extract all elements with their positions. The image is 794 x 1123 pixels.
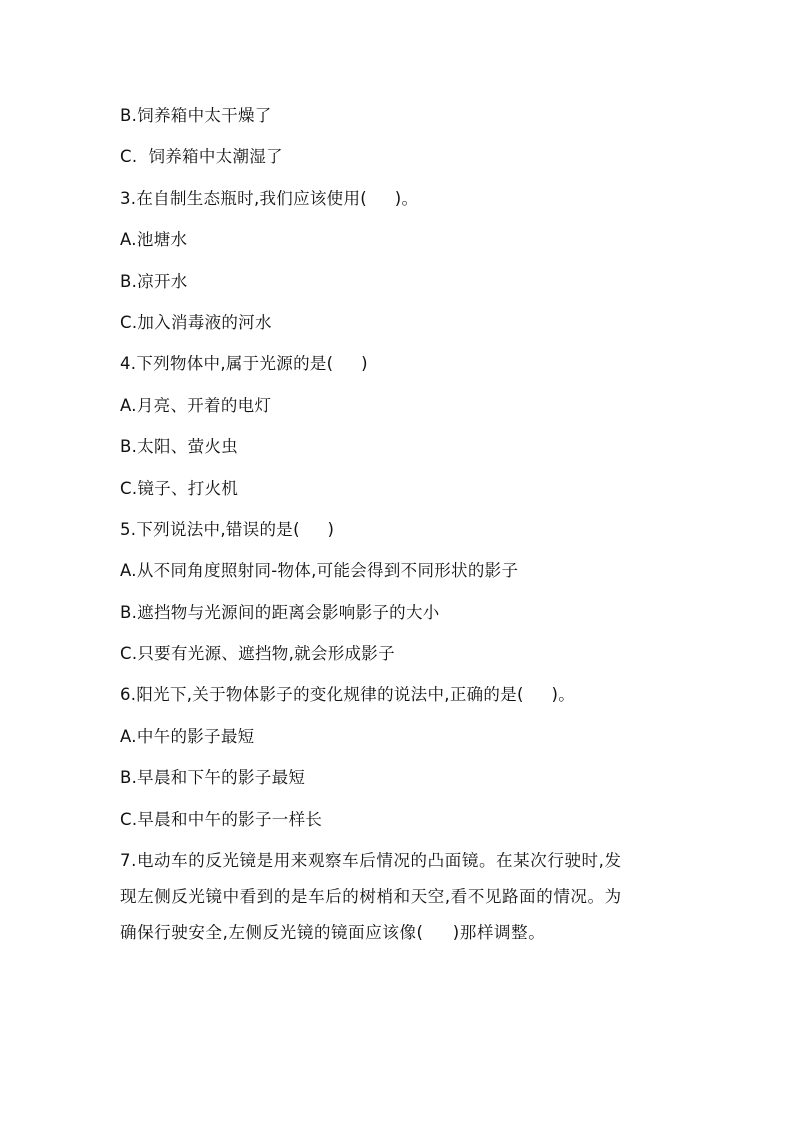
question-7 (120, 843, 680, 951)
option-b-q2: B.饲养箱中太干燥了 (120, 106, 272, 125)
option-c-q4: C.镜子、打火机 (120, 478, 239, 498)
option-a-q4: A.月亮、开着的电灯 (120, 395, 272, 415)
question-5: 5.下列说法中,错误的是( ) (120, 519, 335, 539)
option-a-q3: A.池塘水 (120, 230, 188, 250)
question-7-line-3: 确保行驶安全,左侧反光镜的镜面应该像( )那样调整。 (120, 923, 546, 943)
option-b-q5: B.遮挡物与光源间的距离会影响影子的大小 (120, 602, 440, 622)
question-6: 6.阳光下,关于物体影子的变化规律的说法中,正确的是( )。 (120, 685, 576, 705)
question-4: 4.下列物体中,属于光源的是( ) (120, 354, 368, 374)
option-b-q4: B.太阳、萤火虫 (120, 437, 238, 457)
option-a-q6: A.中午的影子最短 (120, 726, 255, 746)
question-3: 3.在自制生态瓶时,我们应该使用( )。 (120, 188, 419, 208)
option-c-q5: C.只要有光源、遮挡物,就会形成影子 (120, 644, 395, 664)
option-c-q6: C.早晨和中午的影子一样长 (120, 809, 323, 829)
option-b-q6: B.早晨和下午的影子最短 (120, 768, 306, 788)
option-a-q5: A.从不同角度照射同-物体,可能会得到不同形状的影子 (120, 561, 519, 581)
question-list (120, 104, 680, 957)
option-c-q3: C.加入消毒液的河水 (120, 312, 272, 332)
question-7-line-2: 现左侧反光镜中看到的是车后的树梢和天空,看不见路面的情况。为 (120, 887, 622, 907)
option-b-q3: B.凉开水 (120, 271, 188, 291)
option-c-q2: C. 饲养箱中太潮湿了 (120, 147, 283, 167)
question-7-line-1: 7.电动车的反光镜是用来观察车后情况的凸面镜。在某次行驶时,发 (120, 851, 622, 871)
